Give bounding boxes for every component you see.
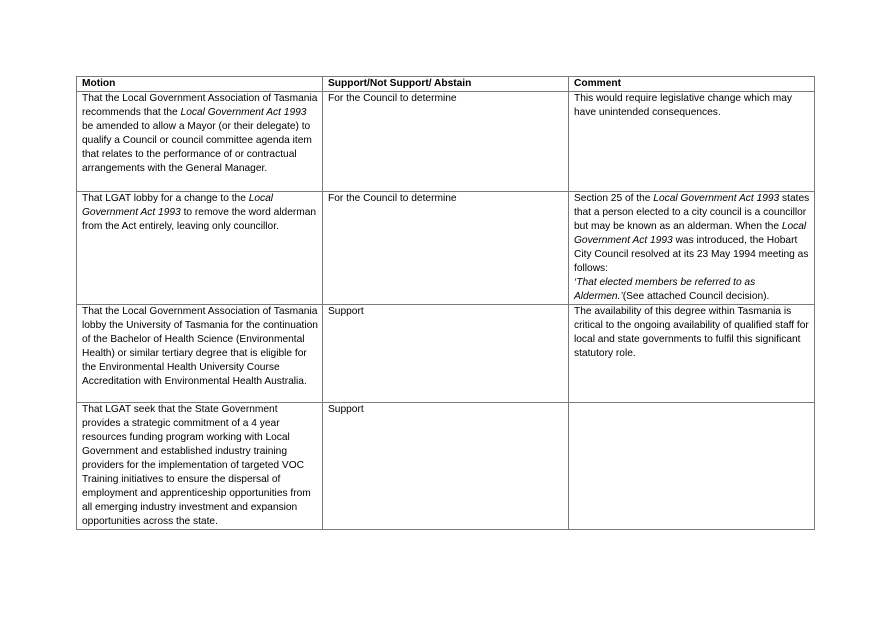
support-cell [323, 192, 569, 305]
table-row [77, 305, 815, 403]
motion-text: That LGAT lobby for a change to the [82, 193, 249, 204]
motion-text: to remove the word alderman from the Act entirely, leaving only councillor. [82, 207, 317, 232]
support-text: Support [328, 404, 364, 415]
table-row [77, 403, 815, 530]
motion-cell [77, 305, 323, 403]
comment-cell [569, 403, 815, 530]
motion-cell [77, 192, 323, 305]
comment-text: The availability of this degree within Tasmania is critical to the ongoing availability of qualified staff for local and state governments to fulfil this significant statutory role. [574, 306, 809, 359]
motions-table [76, 76, 815, 530]
comment-text: was introduced, the Hobart City Council resolved at its 23 May 1994 meeting as follows: [574, 235, 809, 274]
support-text: For the Council to determine [328, 93, 457, 104]
support-text: Support [328, 306, 364, 317]
comment-cell [569, 192, 815, 305]
motion-text: That the Local Government Association of Tasmania lobby the University of Tasmania for the continuation of the Bachelor of Health Science (Environmental Health) or similar tertiary degree that is eligible for the Environmental Health University Course Accreditation with Environmental Health Australia. [82, 306, 318, 387]
table-row [77, 92, 815, 192]
motion-text: be amended to allow a Mayor (or their delegate) to qualify a Council or council committee agenda item that relates to the performance of or contractual arrangements with the General Manager. [82, 121, 312, 174]
header-support: Support/Not Support/ Abstain [323, 77, 569, 92]
header-row [77, 77, 815, 92]
motion-text: That LGAT seek that the State Government provides a strategic commitment of a 4 year resources funding program working with Local Government and established industry training providers for the implementation of targeted VOC Training initiatives to ensure the dispersal of employment and apprenticeship opportunities from all emerging industry investment and expansion opportunities across the state. [82, 404, 311, 527]
resolution-quote: ‘That elected members be referred to as Aldermen.’ [574, 277, 756, 302]
support-cell [323, 403, 569, 530]
comment-cell [569, 305, 815, 403]
table-body [77, 92, 815, 530]
act-title: Local Government Act 1993 [82, 193, 274, 218]
act-title: Local Government Act 1993 [653, 193, 780, 204]
motion-text: That the Local Government Association of Tasmania recommends that the [82, 93, 318, 118]
support-cell [323, 92, 569, 192]
support-cell [323, 305, 569, 403]
comment-text: This would require legislative change which may have unintended consequences. [574, 93, 793, 118]
table-header [77, 77, 815, 92]
support-text: For the Council to determine [328, 193, 457, 204]
motion-cell [77, 92, 323, 192]
comment-text: Section 25 of the [574, 193, 654, 204]
header-motion: Motion [77, 77, 323, 92]
comment-cell [569, 92, 815, 192]
act-title: Local Government Act 1993 [180, 107, 307, 118]
act-title: Local Government Act 1993 [574, 221, 807, 246]
motion-cell [77, 403, 323, 530]
table-row [77, 192, 815, 305]
header-comment: Comment [569, 77, 815, 92]
comment-text: states that a person elected to a city council is a councillor but may be known as an alderman. When the [574, 193, 810, 232]
comment-text: (See attached Council decision). [622, 291, 770, 302]
